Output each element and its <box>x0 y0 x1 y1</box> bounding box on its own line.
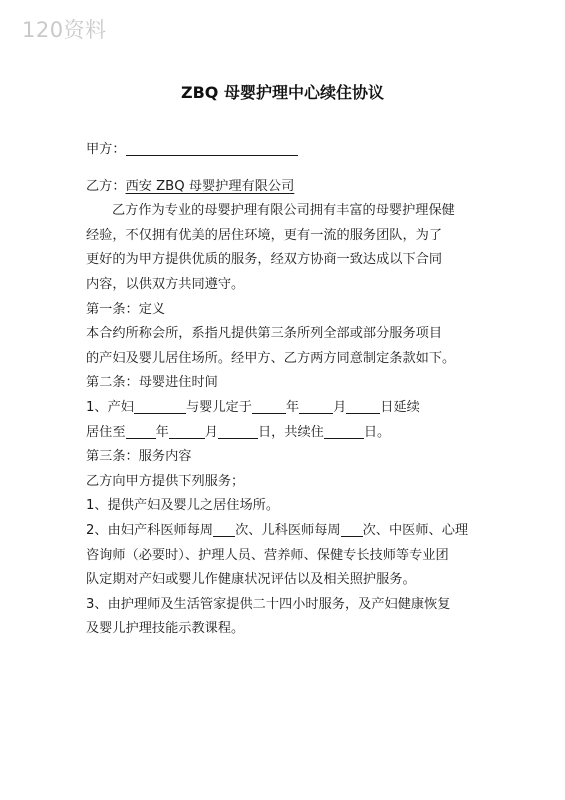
ob-visits-blank[interactable] <box>213 521 235 537</box>
party-a-line <box>86 138 486 163</box>
article-3-item-2 <box>86 519 486 544</box>
total-days-blank[interactable] <box>324 423 364 439</box>
article-1-heading: 第一条：定义 <box>86 301 166 317</box>
article-3-item-2-line: 队定期对产妇或婴儿作健康状况评估以及相关照护服务。 <box>86 572 416 588</box>
pediatric-doctor-label: 次、儿科医师每周 <box>235 522 341 538</box>
intro-line: 经验，不仅拥有优美的居住环境，更有一流的服务团队，为了 <box>86 227 443 243</box>
article-2-line-2 <box>86 421 486 446</box>
article-3-intro: 乙方向甲方提供下列服务； <box>86 473 245 489</box>
end-year-blank[interactable] <box>126 423 156 439</box>
stay-start-label: 与婴儿定于 <box>185 399 252 415</box>
article-3-item-3: 3、由护理师及生活管家提供二十四小时服务，及产妇健康恢复 <box>86 596 451 612</box>
party-a-label: 甲方： <box>86 142 126 157</box>
end-month-blank[interactable] <box>169 423 205 439</box>
article-3-item-1: 1、提供产妇及婴儿之居住场所。 <box>86 498 280 514</box>
month-label: 月 <box>204 424 218 440</box>
article-3-item-3-line: 及婴儿护理技能示教课程。 <box>86 621 245 637</box>
document-body <box>86 138 486 642</box>
start-month-blank[interactable] <box>299 398 333 414</box>
day-extend-label: 日延续 <box>380 399 420 415</box>
article-2-heading: 第二条：母婴进住时间 <box>86 375 218 391</box>
ob-doctor-label: 2、由妇产科医师每周 <box>86 522 214 538</box>
start-year-blank[interactable] <box>252 398 286 414</box>
article-3-item-2-line: 咨询师（必要时）、护理人员、营养师、保健专长技师等专业团 <box>86 547 449 563</box>
stay-until-label: 居住至 <box>86 424 126 440</box>
article-1-line: 本合约所称会所，系指凡提供第三条所列全部或部分服务项目 <box>86 326 443 342</box>
intro-line: 乙方作为专业的母婴护理有限公司拥有丰富的母婴护理保健 <box>112 203 455 219</box>
end-day-blank[interactable] <box>218 423 258 439</box>
month-label: 月 <box>333 399 347 415</box>
party-a-blank[interactable] <box>126 140 298 156</box>
party-b-label: 乙方： <box>86 178 126 194</box>
other-staff-label: 次、中医师、心理 <box>362 522 469 538</box>
article-1-line: 的产妇及婴儿居住场所。经甲方、乙方两方同意制定条款如下。 <box>86 350 456 366</box>
article-2-line-1 <box>86 396 486 421</box>
party-b-name: 西安 ZBQ 母婴护理有限公司 <box>125 178 295 194</box>
party-b-line <box>86 175 486 200</box>
mother-name-blank[interactable] <box>134 398 186 414</box>
total-stay-label: 日，共续住 <box>257 424 324 440</box>
days-label: 日。 <box>363 424 391 440</box>
start-day-blank[interactable] <box>346 398 380 414</box>
year-label: 年 <box>155 424 169 440</box>
intro-line: 内容，以供双方共同遵守。 <box>86 276 245 292</box>
document-title: ZBQ 母婴护理中心续住协议 <box>181 83 384 102</box>
stay-mother-label: 1、产妇 <box>86 399 134 415</box>
intro-line: 更好的为甲方提供优质的服务，经双方协商一致达成以下合同 <box>86 252 443 268</box>
article-3-heading: 第三条：服务内容 <box>86 449 192 465</box>
year-label: 年 <box>285 399 300 415</box>
watermark: 120资料 <box>22 18 107 42</box>
pediatric-visits-blank[interactable] <box>341 521 363 537</box>
